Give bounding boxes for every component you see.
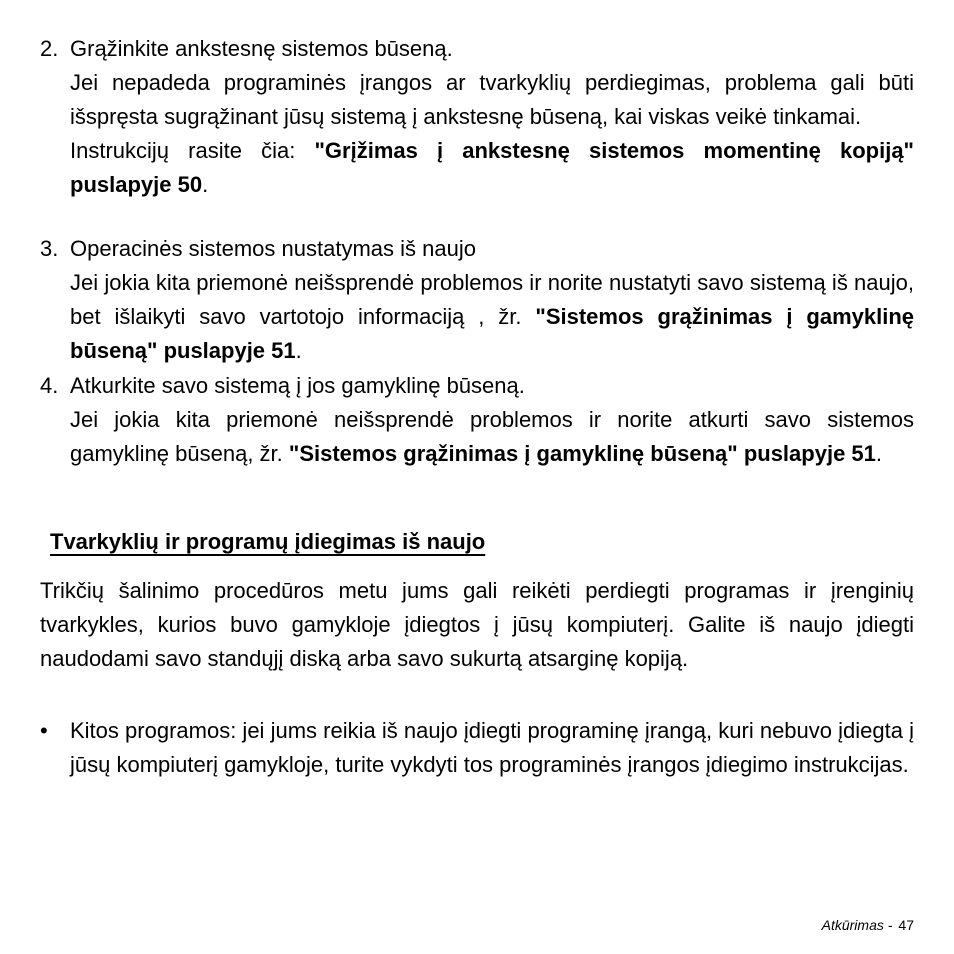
item-title: Operacinės sistemos nustatymas iš naujo xyxy=(70,236,476,261)
item-paragraph: Jei nepadeda programinės įrangos ar tvarkyklių perdiegimas, problema gali būti išspręsta sugrąžinant jūsų sistemą į ankstesnę būseną, kai viskas veikė tinkamai. xyxy=(70,70,914,129)
item-paragraph xyxy=(70,403,914,471)
reference-suffix: . xyxy=(875,441,883,466)
cross-reference-link[interactable]: "Sistemos grąžinimas į gamyklinę būseną" puslapyje 51 xyxy=(288,441,876,466)
bullet-item xyxy=(40,714,914,782)
bullet-text: Kitos programos: jei jums reikia iš naujo įdiegti programinę įrangą, kuri nebuvo įdiegta į jūsų kompiuterį gamykloje, turite vykdyti tos programinės įrangos įdiegimo instrukcijas. xyxy=(70,718,914,777)
reference-suffix: . xyxy=(295,338,302,363)
item-title: Grąžinkite ankstesnę sistemos būseną. xyxy=(70,36,453,61)
item-paragraph xyxy=(70,266,914,368)
cross-reference-link[interactable]: "Sistemos grąžinimas į gamyklinę būseną" puslapyje 51 xyxy=(70,304,915,363)
reference-prefix: Jei jokia kita priemonė neišsprendė problemos ir norite atkurti savo sistemos gamyklinę būseną, žr. xyxy=(70,407,914,466)
list-item-2 xyxy=(40,32,914,202)
reference-prefix: Jei jokia kita priemonė neišsprendė problemos ir norite nustatyti savo sistemą iš naujo, bet išlaikyti savo vartotojo informaciją , žr. xyxy=(70,270,914,329)
reference-prefix: Instrukcijų rasite čia: xyxy=(70,138,315,163)
item-number: 3. xyxy=(40,236,59,261)
item-number: 4. xyxy=(40,373,59,398)
list-item-4 xyxy=(40,369,914,471)
footer-label: Atkūrimas - xyxy=(821,917,893,933)
section-heading: Tvarkyklių ir programų įdiegimas iš naujo xyxy=(50,529,486,554)
page-number: 47 xyxy=(898,917,914,933)
page-footer xyxy=(822,916,914,934)
list-item-3 xyxy=(40,232,914,368)
bullet-icon: • xyxy=(40,718,48,743)
item-number: 2. xyxy=(40,36,59,61)
reference-suffix: . xyxy=(202,172,209,197)
section-intro-paragraph: Trikčių šalinimo procedūros metu jums gali reikėti perdiegti programas ir įrenginių tvarkykles, kurios buvo gamykloje įdiegtos į jūsų kompiuterį. Galite iš naujo įdiegti naudodami savo standųjį diską arba savo sukurtą atsarginę kopiją. xyxy=(40,578,914,671)
item-title: Atkurkite savo sistemą į jos gamyklinę būseną. xyxy=(70,373,525,398)
cross-reference-link[interactable]: "Grįžimas į ankstesnę sistemos momentinę kopiją" puslapyje 50 xyxy=(70,138,914,197)
item-reference-paragraph xyxy=(70,134,914,202)
